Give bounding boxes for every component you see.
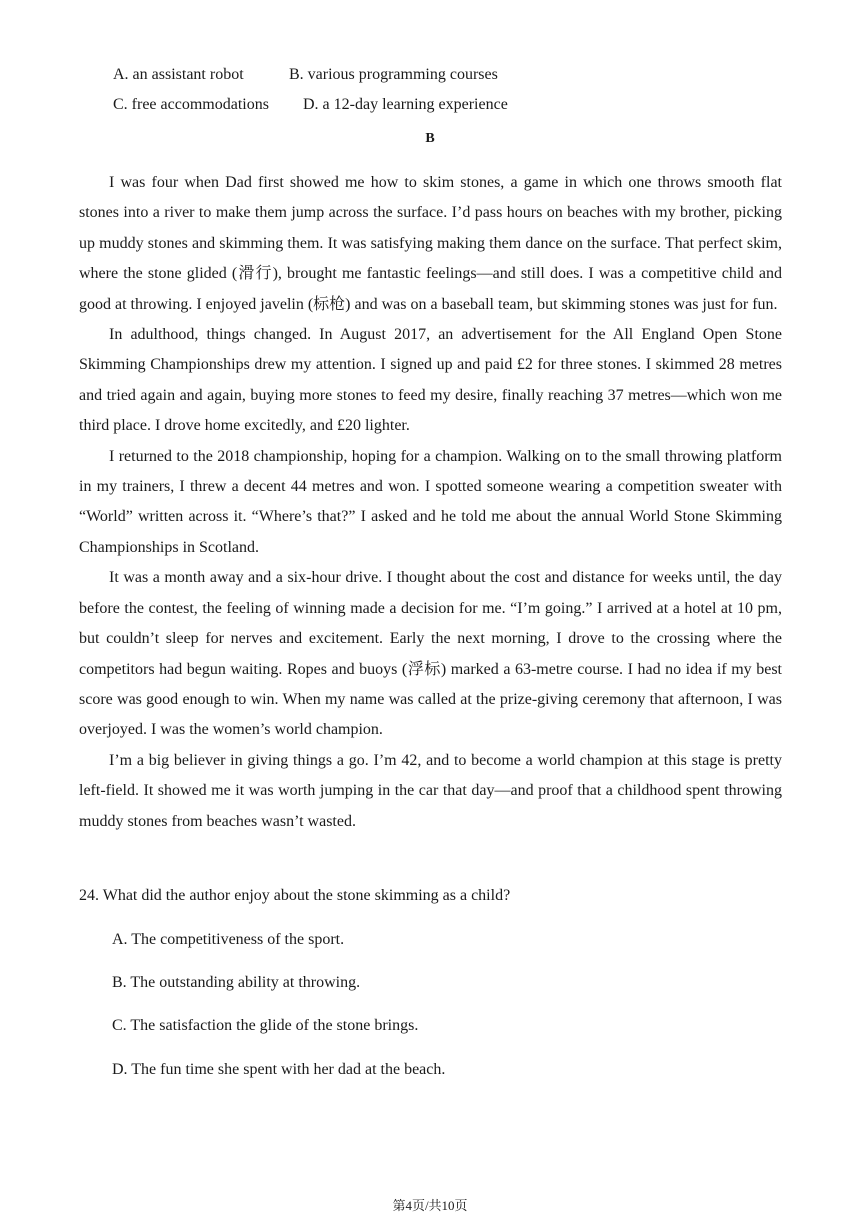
previous-option-a: A. an assistant robot — [113, 66, 244, 83]
reading-passage — [79, 168, 782, 837]
passage-paragraph: I’m a big believer in giving things a go. I’m 42, and to become a world champion at this stage is pretty left-field. It showed me it was worth jumping in the car that day—and proof that a childhood spent throwing muddy stones from beaches wasn’t wasted. — [79, 751, 782, 830]
page-number: 第4页/共10页 — [392, 1198, 468, 1213]
answer-option-a: A. The competitiveness of the sport. — [112, 931, 345, 948]
previous-option-c: C. free accommodations — [113, 96, 269, 113]
section-label: B — [425, 131, 435, 146]
passage-paragraph: I was four when Dad first showed me how to skim stones, a game in which one throws smooth flat stones into a river to make them jump across the surface. I’d pass hours on beaches with my brother, picking up muddy stones and skimming them. It was satisfying making them dance on the surface. That perfect skim, where the stone glided (滑行), brought me fantastic feelings—and still does. I was a competitive child and good at throwing. I enjoyed javelin (标枪) and was on a baseball team, but skimming stones was just for fun. — [79, 174, 782, 313]
previous-option-b: B. various programming courses — [289, 66, 498, 83]
question-stem: 24. What did the author enjoy about the stone skimming as a child? — [79, 887, 511, 904]
answer-option-d: D. The fun time she spent with her dad at the beach. — [112, 1061, 446, 1078]
previous-option-d: D. a 12-day learning experience — [303, 96, 508, 113]
passage-paragraph: I returned to the 2018 championship, hoping for a champion. Walking on to the small throwing platform in my trainers, I threw a decent 44 metres and won. I spotted someone wearing a competition sweater with “World” written across it. “Where’s that?” I asked and he told me about the annual World Stone Skimming Championships in Scotland. — [79, 447, 782, 556]
passage-paragraph: In adulthood, things changed. In August 2017, an advertisement for the All England Open Stone Skimming Championships drew my attention. I signed up and paid £2 for three stones. I skimmed 28 metres and tried again and again, buying more stones to feed my desire, finally reaching 37 metres—which won me third place. I drove home excitedly, and £20 lighter. — [79, 326, 782, 435]
previous-options-row-2 — [113, 96, 508, 114]
previous-options-row-1 — [113, 66, 498, 84]
answer-option-c: C. The satisfaction the glide of the stone brings. — [112, 1017, 419, 1034]
passage-paragraph: It was a month away and a six-hour drive. I thought about the cost and distance for weeks until, the day before the contest, the feeling of winning made a decision for me. “I’m going.” I arrived at a hotel at 10 pm, but couldn’t sleep for nerves and excitement. Early the next morning, I drove to the crossing where the competitors had begun waiting. Ropes and buoys (浮标) marked a 63-metre course. I had no idea if my best score was good enough to win. When my name was called at the prize-giving ceremony that afternoon, I was overjoyed. I was the women’s world champion. — [79, 569, 782, 739]
answer-option-b: B. The outstanding ability at throwing. — [112, 974, 361, 991]
